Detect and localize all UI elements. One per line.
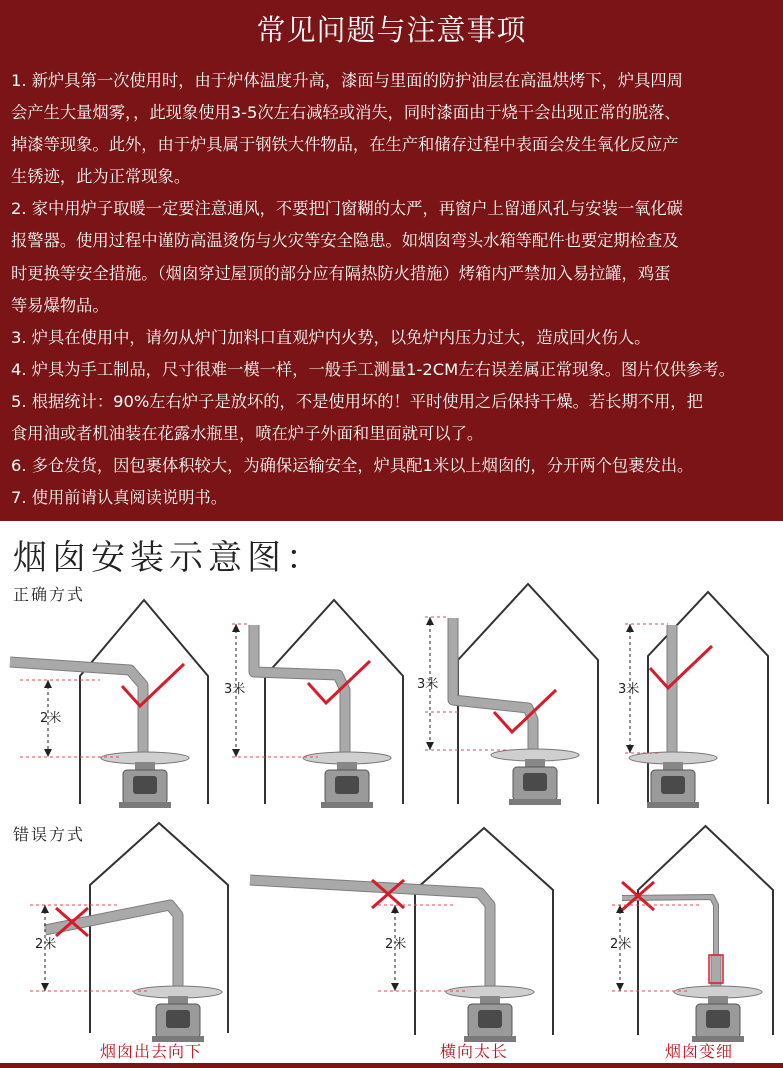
dimension-arrow bbox=[426, 742, 434, 750]
diagram-title: 烟囱安装示意图： bbox=[13, 538, 325, 578]
stove bbox=[303, 752, 391, 808]
height-label: 3米 bbox=[618, 682, 640, 697]
dimension-arrow bbox=[41, 983, 49, 991]
faq-line: 生锈迹，此为正常现象。 bbox=[11, 167, 191, 187]
dimension-arrow bbox=[41, 905, 49, 913]
dimension-arrow bbox=[616, 983, 624, 991]
faq-line: 3. 炉具在使用中，请勿从炉门加料口直观炉内火势，以免炉内压力过大，造成回火伤人。 bbox=[11, 327, 651, 347]
faq-line: 时更换等安全措施。（烟囱穿过屋顶的部分应有隔热防火措施）烤箱内严禁加入易拉罐，鸡蛋 bbox=[11, 263, 671, 283]
faq-line: 7. 使用前请认真阅读说明书。 bbox=[11, 488, 228, 508]
correct-section-label: 正确方式 bbox=[13, 585, 86, 604]
dimension-arrow bbox=[626, 624, 634, 632]
house-outline bbox=[90, 823, 228, 1033]
height-label: 2米 bbox=[40, 711, 62, 726]
bottom-bar bbox=[0, 1063, 783, 1068]
stove bbox=[629, 752, 717, 808]
faq-line: 2. 家中用炉子取暖一定要注意通风，不要把门窗糊的太严，再窗户上留通风孔与安装一氧化碳 bbox=[11, 199, 683, 219]
correct-scene-3 bbox=[417, 584, 598, 805]
wrong-scene-2 bbox=[250, 828, 553, 1042]
correct-scene-2 bbox=[224, 600, 403, 808]
height-label: 2米 bbox=[385, 937, 407, 952]
stove bbox=[446, 986, 534, 1042]
chimney-pipe bbox=[622, 897, 716, 955]
faq-line: 报警器。使用过程中谨防高温烫伤与火灾等安全隐患。如烟囱弯头水箱等配件也要定期检查及 bbox=[11, 231, 679, 251]
chimney-pipe-edge bbox=[453, 618, 533, 752]
wrong-caption: 横向太长 bbox=[440, 1042, 509, 1061]
chimney-pipe-edge bbox=[250, 880, 490, 990]
wrong-section-label: 错误方式 bbox=[13, 825, 86, 844]
height-label: 3米 bbox=[417, 677, 439, 692]
dimension-arrow bbox=[391, 905, 399, 913]
wrong-caption: 烟囱出去向下 bbox=[100, 1042, 203, 1061]
dimension-arrow bbox=[44, 680, 52, 688]
chimney-pipe-edge bbox=[254, 625, 345, 755]
faq-line: 掉漆等现象。此外，由于炉具属于钢铁大件物品，在生产和储存过程中表面会发生氧化反应产 bbox=[11, 135, 679, 155]
dimension-arrow bbox=[391, 983, 399, 991]
wrong-scene-1 bbox=[30, 823, 228, 1042]
stove bbox=[134, 986, 222, 1042]
faq-title: 常见问题与注意事项 bbox=[256, 13, 527, 47]
stove bbox=[101, 752, 189, 808]
chimney-pipe bbox=[453, 618, 533, 752]
wrong-caption: 烟囱变细 bbox=[665, 1042, 734, 1061]
faq-line: 1. 新炉具第一次使用时，由于炉体温度升高，漆面与里面的防护油层在高温烘烤下，炉具四周 bbox=[11, 71, 683, 90]
height-label: 3米 bbox=[224, 682, 246, 697]
correct-check-mark bbox=[650, 646, 712, 688]
dimension-arrow bbox=[232, 749, 240, 757]
correct-scene-4 bbox=[618, 592, 768, 808]
faq-line: 4. 炉具为手工制品，尺寸很难一模一样，一般手工测量1-2CM左右误差属正常现象。图片仅供参考。 bbox=[11, 359, 735, 379]
chimney-pipe bbox=[10, 662, 143, 755]
height-label: 2米 bbox=[610, 937, 632, 952]
faq-line: 5. 根据统计：90%左右炉子是放坏的，不是使用坏的！平时使用之后保持干燥。若长期不用，把 bbox=[11, 391, 703, 411]
height-label: 2米 bbox=[35, 937, 57, 952]
faq-line: 食用油或者机油装在花露水瓶里，喷在炉子外面和里面就可以了。 bbox=[11, 424, 484, 444]
stove bbox=[491, 749, 579, 805]
dimension-arrow bbox=[626, 745, 634, 753]
faq-line: 会产生大量烟雾，，此现象使用3-5次左右减轻或消失，同时漆面由于烧干会出现正常的脱落、 bbox=[11, 103, 681, 123]
chimney-pipe-edge bbox=[10, 662, 143, 755]
wrong-scene-3 bbox=[610, 826, 773, 1042]
faq-line: 6. 多仓发货，因包裹体积较大，为确保运输安全，炉具配1米以上烟囱的，分开两个包裹发出。 bbox=[11, 456, 694, 476]
stove bbox=[674, 986, 762, 1042]
dimension-arrow bbox=[232, 624, 240, 632]
faq-line: 等易爆物品。 bbox=[11, 295, 109, 315]
chimney-pipe-edge bbox=[622, 897, 716, 955]
dimension-arrow bbox=[426, 617, 434, 625]
correct-scene-1 bbox=[10, 600, 208, 808]
chimney-pipe bbox=[254, 625, 345, 755]
dimension-arrow bbox=[44, 749, 52, 757]
